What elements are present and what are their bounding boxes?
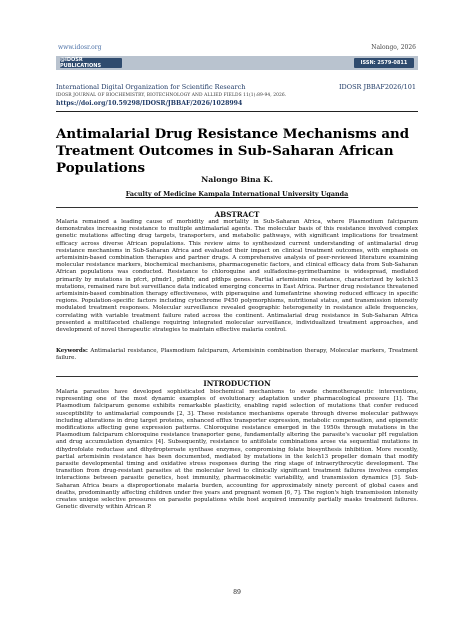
author-name: Nalongo Bina K. — [201, 175, 273, 184]
doi-link[interactable]: https://doi.org/10.59298/IDOSR/JBBAF/2026/1028994 — [56, 100, 243, 107]
introduction-heading: INTRODUCTION — [56, 376, 418, 388]
running-author: Nalongo, 2026 — [371, 44, 416, 51]
keywords-line — [56, 348, 418, 362]
journal-url[interactable]: www.idosr.org — [58, 44, 102, 51]
author-affiliation — [0, 190, 474, 198]
header-divider — [56, 111, 418, 112]
introduction-text: Malaria parasites have developed sophisticated biochemical mechanisms to evade chemotherapeutic interventions, representing one of the most dynamic examples of evolutionary adaptation under pharmacological pressure [1]. The Plasmodium falciparum genome exhibits remarkable plasticity, enabling rapid selection of mutations that confer reduced susceptibility to antimalarial compounds [2, 3]. These resistance mechanisms operate through diverse molecular pathways including alterations in drug target proteins, enhanced efflux transporter expression, metabolic compensation, and epigenetic modifications affecting gene expression patterns. Chloroquine resistance emerged in the 1950s through mutations in the Plasmodium falciparum chloroquine resistance transporter gene, fundamentally altering the parasite's vacuolar pH regulation and drug accumulation dynamics [4]. Subsequently, resistance to antifolate combinations arose via sequential mutations in dihydrofolate reductase and dihydropteroate synthase enzymes, compromising folate biosynthesis inhibition. More recently, partial artemisinin resistance has been documented, mediated by mutations in the kelch13 propeller domain that modify parasite developmental timing and oxidative stress responses during the ring stage of intraerythrocytic development. The transition from drug-resistant parasites at the molecular level to clinically significant treatment failures involves complex interactions between parasite genetics, host immunity, pharmacokinetic variability, and transmission dynamics [5]. Sub-Saharan Africa bears a disproportionate malaria burden, accounting for approximately ninety percent of global cases and deaths, predominantly affecting children under five years and pregnant women [6, 7]. The region's high transmission intensity creates unique selective pressures on parasite populations while host acquired immunity partially masks treatment failures. Genetic diversity within African P. — [56, 389, 418, 511]
organization-name: International Digital Organization for Scientific Research — [56, 83, 246, 91]
affiliation-text: Faculty of Medicine Kampala International University Uganda — [125, 190, 349, 198]
journal-full-name: IDOSR JOURNAL OF BIOCHEMISTRY, BIOTECHNOLOGY AND ALLIED FIELDS 11(1):89-94, 2026. — [56, 93, 287, 98]
page-number: 89 — [233, 589, 241, 596]
paper-title: Antimalarial Drug Resistance Mechanisms and Treatment Outcomes in Sub-Saharan African Populations — [56, 126, 410, 176]
keywords-text: Antimalarial resistance, Plasmodium falciparum, Artemisinin combination therapy, Molecular markers, Treatment failure. — [56, 348, 418, 362]
abstract-text: Malaria remained a leading cause of morbidity and mortality in Sub-Saharan Africa, where Plasmodium falciparum demonstrates increasing resistance to multiple antimalarial agents. The molecular basis of this resistance involved complex genetic mutations affecting drug targets, transporters, and metabolic pathways, with significant implications for treatment efficacy across diverse African populations. This review aims to synthesized current understanding of antimalarial drug resistance mechanisms in Sub-Saharan Africa and evaluated their impact on clinical treatment outcomes, with emphasis on artemisinin-based combination therapies and partner drugs. A comprehensive analysis of peer-reviewed literature examining molecular resistance markers, biochemical mechanisms, pharmacogenetic factors, and clinical efficacy data from Sub-Saharan African populations was conducted. Resistance to chloroquine and sulfadoxine-pyrimethamine is widespread, mediated primarily by mutations in pfcrt, pfmdr1, pfdhfr, and pfdhps genes. Partial artemisinin resistance, characterized by kelch13 mutations, remained rare but surveillance data indicated emerging concerns in East Africa. Partner drug resistance threatened artemisinin-based combination therapy effectiveness, with piperaquine and lumefantrine showing reduced efficacy in specific regions. Population-specific factors including cytochrome P450 polymorphisms, nutritional status, and transmission intensity modulated treatment responses. Molecular surveillance revealed geographic heterogeneity in resistance allele frequencies, correlating with variable treatment failure rated across the continent. Antimalarial drug resistance in Sub-Saharan Africa presented a multifaceted challenge requiring integrated molecular surveillance, individualized treatment approaches, and development of novel therapeutic strategies to maintain effective malaria control. — [56, 219, 418, 334]
publisher-badge: @IDOSR PUBLICATIONS — [60, 58, 122, 68]
journal-id: IDOSR JBBAF2026/101 — [338, 83, 416, 91]
abstract-heading: ABSTRACT — [56, 207, 418, 219]
issn-badge: ISSN: 2579-0811 — [354, 58, 414, 68]
keywords-label: Keywords: — [56, 348, 88, 354]
